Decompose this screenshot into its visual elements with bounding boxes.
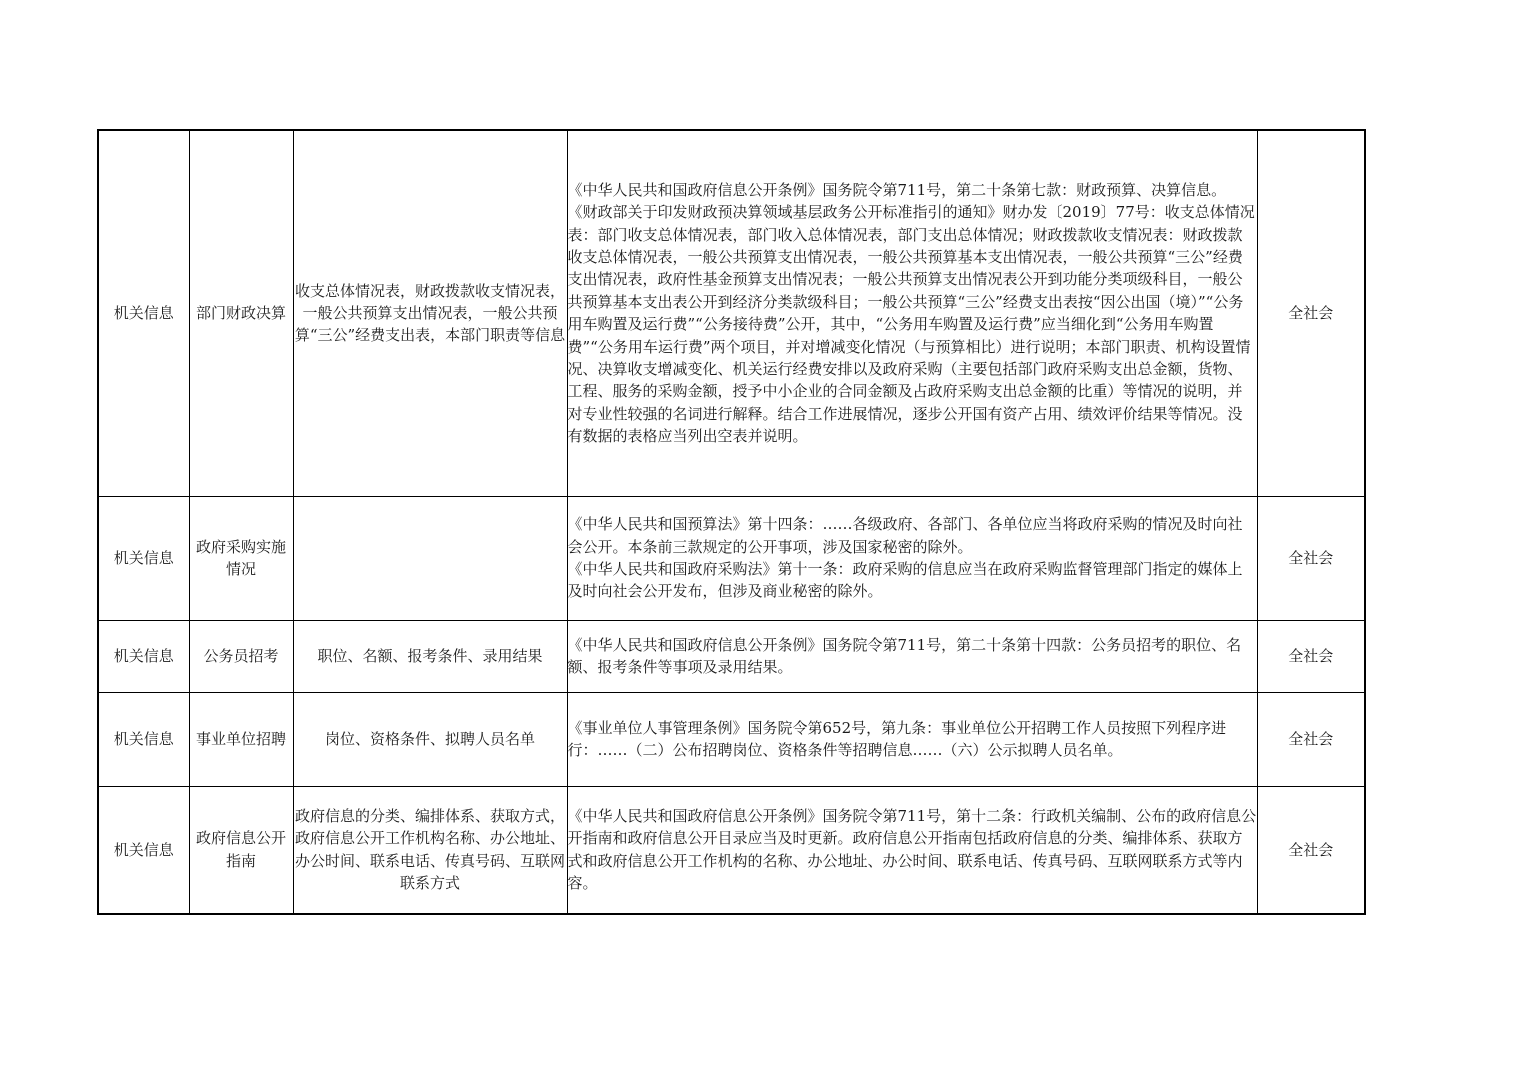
category-cell: 机关信息 [98, 130, 189, 496]
basis-paragraph: 《中华人民共和国政府采购法》第十一条：政府采购的信息应当在政府采购监督管理部门指定的媒体上及时向社会公开发布，但涉及商业秘密的除外。 [567, 560, 1243, 601]
basis-cell [567, 620, 1257, 692]
table-row [98, 496, 1365, 620]
item-cell: 公务员招考 [189, 620, 293, 692]
scope-cell: 全社会 [1257, 786, 1365, 914]
category-cell: 机关信息 [98, 496, 189, 620]
basis-paragraph: 《中华人民共和国政府信息公开条例》国务院令第711号，第十二条：行政机关编制、公布的政府信息公开指南和政府信息公开目录应当及时更新。政府信息公开指南包括政府信息的分类、编排体系、获取方式和政府信息公开工作机构的名称、办公地址、办公时间、联系电话、传真号码、互联网联系方式等内容。 [567, 806, 1257, 893]
content-cell: 收支总体情况表，财政拨款收支情况表，一般公共预算支出情况表，一般公共预算“三公”经费支出表，本部门职责等信息 [293, 130, 567, 496]
basis-cell [567, 130, 1257, 496]
basis-paragraph: 《中华人民共和国预算法》第十四条：……各级政府、各部门、各单位应当将政府采购的情况及时向社会公开。本条前三款规定的公开事项，涉及国家秘密的除外。 [567, 515, 1243, 556]
basis-cell [567, 786, 1257, 914]
disclosure-table [97, 129, 1366, 915]
category-cell: 机关信息 [98, 786, 189, 914]
table-row [98, 692, 1365, 786]
content-cell: 政府信息的分类、编排体系、获取方式，政府信息公开工作机构名称、办公地址、办公时间、联系电话、传真号码、互联网联系方式 [293, 786, 567, 914]
basis-paragraph: 《中华人民共和国政府信息公开条例》国务院令第711号，第二十条第十四款：公务员招考的职位、名额、报考条件等事项及录用结果。 [567, 635, 1242, 676]
scope-cell: 全社会 [1257, 692, 1365, 786]
basis-cell [567, 496, 1257, 620]
item-cell: 政府信息公开指南 [189, 786, 293, 914]
table-row [98, 786, 1365, 914]
basis-paragraph: 《财政部关于印发财政预决算领域基层政务公开标准指引的通知》财办发〔2019〕77号：收支总体情况表：部门收支总体情况表，部门收入总体情况表，部门支出总体情况；财政拨款收支情况表：财政拨款收支总体情况表，一般公共预算支出情况表，一般公共预算基本支出情况表，一般公共预算“三公”经费支出情况表，政府性基金预算支出情况表；一般公共预算支出情况表公开到功能分类项级科目，一般公共预算基本支出表公开到经济分类款级科目；一般公共预算“三公”经费支出表按“因公出国（境）”“公务用车购置及运行费”“公务接待费”公开，其中，“公务用车购置及运行费”应当细化到“公务用车购置费”“公务用车运行费”两个项目，并对增减变化情况（与预算相比）进行说明；本部门职责、机构设置情况、决算收支增减变化、机关运行经费安排以及政府采购（主要包括部门政府采购支出总金额，货物、工程、服务的采购金额，授予中小企业的合同金额及占政府采购支出总金额的比重）等情况的说明，并对专业性较强的名词进行解释。结合工作进展情况，逐步公开国有资产占用、绩效评价结果等情况。没有数据的表格应当列出空表并说明。 [567, 203, 1255, 446]
basis-paragraph: 《中华人民共和国政府信息公开条例》国务院令第711号，第二十条第七款：财政预算、决算信息。 [567, 180, 1227, 199]
table-row [98, 620, 1365, 692]
content-cell [293, 496, 567, 620]
table-row [98, 130, 1365, 496]
item-cell: 部门财政决算 [189, 130, 293, 496]
scope-cell: 全社会 [1257, 620, 1365, 692]
content-cell: 岗位、资格条件、拟聘人员名单 [293, 692, 567, 786]
category-cell: 机关信息 [98, 620, 189, 692]
basis-cell [567, 692, 1257, 786]
item-cell: 事业单位招聘 [189, 692, 293, 786]
content-cell: 职位、名额、报考条件、录用结果 [293, 620, 567, 692]
basis-paragraph: 《事业单位人事管理条例》国务院令第652号，第九条：事业单位公开招聘工作人员按照下列程序进行：……（二）公布招聘岗位、资格条件等招聘信息……（六）公示拟聘人员名单。 [567, 718, 1227, 759]
scope-cell: 全社会 [1257, 496, 1365, 620]
item-cell: 政府采购实施情况 [189, 496, 293, 620]
scope-cell: 全社会 [1257, 130, 1365, 496]
category-cell: 机关信息 [98, 692, 189, 786]
